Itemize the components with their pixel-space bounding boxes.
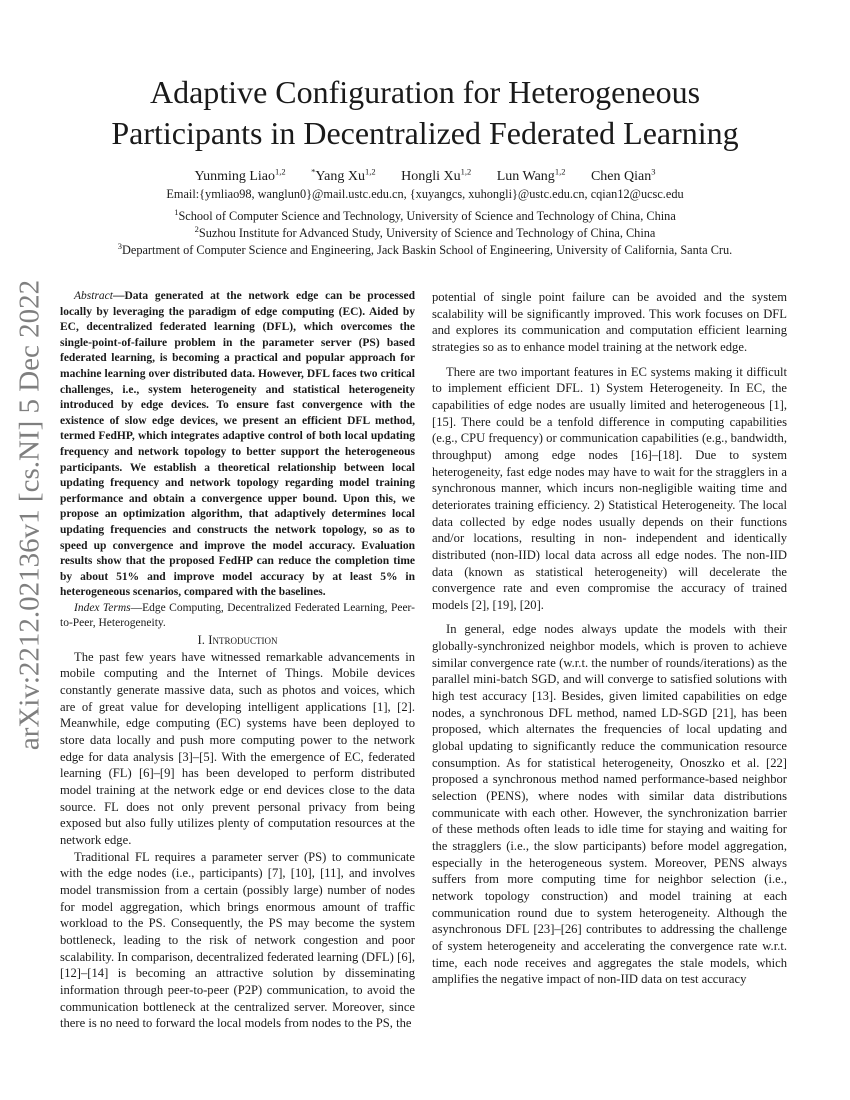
affiliation: $^3$Department of Computer Science and Engineering, Jack Baskin School of Engineering, University of California, Santa Cru. <box>117 241 733 258</box>
author: Hongli Xu$^{1,2}$ <box>401 166 472 184</box>
body-paragraph: potential of single point failure can be avoided and the system scalability will be significantly improved. This work focuses on DFL and explores its communication and computation efficient learning strategies so as to enhance model training at the network edge. <box>432 290 787 354</box>
section-heading: I. Introduction <box>197 633 278 648</box>
arxiv-stamp <box>2 280 58 750</box>
left-column <box>60 289 415 1032</box>
author: Chen Qian$^3$ <box>590 166 656 184</box>
title-line-1: Adaptive Configuration for Heterogeneous <box>149 74 701 110</box>
right-column <box>432 289 787 988</box>
affiliation: $^1$School of Computer Science and Technology, University of Science and Technology of China, China <box>174 207 676 224</box>
body-paragraph: In general, edge nodes always update the models with their globally-synchronized neighbor models, which is proven to achieve similar convergence rate (w.r.t. the number of rounds/iterations) as the parallel mini-batch SGD, and will converge to satisfied solutions with high test accuracy [13]. Besides, given limited capabilities on edge nodes, a synchronous DFL method, named LD-SGD [21], has been proposed, which alternates the frequencies of local updating and global updating to significantly reduce the communication resource consumption. As for statistical heterogeneity, Onoszko et al. [22] proposed a synchronous method named performance-based neighbor selection (PENS), where nodes with similar data distributions communicate with each other. However, the synchronization barrier of these methods often leads to idle time for staying and waiting for the stragglers (i.e., the slow participants) before model aggregation, especially in the heterogeneous system. Moreover, PENS always suffers from more computing time for neighbor selection (i.e., network topology construction) and model training at each communication round due to system heterogeneity. Although the asynchronous DFL [23]–[26] contributes to addressing the challenge of system heterogeneity and accelerating the convergence rate w.r.t. time, each node receives and aggregates the stale models, which amplifies the negative impact of non-IID data on test accuracy <box>432 622 787 987</box>
body-paragraph: The past few years have witnessed remarkable advancements in mobile computing and the Internet of Things. Mobile devices constantly generate massive data, such as photos and voices, which are of great value for developing intelligent applications [1], [2]. Meanwhile, edge computing (EC) systems have been deployed to store data locally and push more computing power to the network edge for data analysis [3]–[5]. With the emergence of EC, federated learning (FL) [6]–[9] has been developed to perform distributed model training at the network edge or end devices close to the data source. FL does not only prevent personal privacy from being exposed but also fully utilizes plenty of computation resources at the network edge. <box>60 649 415 847</box>
abstract: Abstract—Data generated at the network edge can be processed locally by leveraging the paradigm of edge computing (EC). Aided by EC, decentralized federated learning (DFL), which overcomes the single-point-of-failure problem in the parameter server (PS) based federated learning, is becoming a practical and popular approach for machine learning over distributed data. However, DFL faces two critical challenges, i.e., system heterogeneity and statistical heterogeneity introduced by edge devices. To ensure fast convergence with the existence of slow edge devices, we present an efficient DFL method, termed FedHP, which integrates adaptive control of both local updating frequency and network topology to better support the heterogeneous participants. We establish a theoretical relationship between local updating frequency and network topology regarding model training performance and obtain a convergence upper bound. Upon this, we propose an optimization algorithm, that adaptively determines local updating frequencies and constructs the network topology, so as to speed up convergence and improve the model accuracy. Evaluation results show that the proposed FedHP can reduce the completion time by about 51% and improve model accuracy by at least 5% in heterogeneous scenarios, compared with the baselines. <box>60 290 415 599</box>
affiliation: $^2$Suzhou Institute for Advanced Study, University of Science and Technology of China, China <box>194 224 656 241</box>
title-line-2: Participants in Decentralized Federated Learning <box>111 115 739 151</box>
body-paragraph: Traditional FL requires a parameter server (PS) to communicate with the edge nodes (i.e., participants) [7], [10], [11], and involves model transmission from a certain (possibly large) number of nodes for model aggregation, which brings enormous amount of traffic workload to the PS. Consequently, the PS may become the system bottleneck, leading to the risk of network congestion and poor scalability. In comparison, decentralized federated learning (DFL) [6], [12]–[14] is becoming an attractive solution by disseminating information through peer-to-peer (P2P) communication, to avoid the communication bottleneck at the centralized server. Moreover, since there is no need to forward the local models from nodes to the PS, the <box>60 849 415 1031</box>
body-paragraph: There are two important features in EC systems making it difficult to implement efficient DFL. 1) System Heterogeneity. In EC, the capabilities of edge nodes are usually limited and heterogeneous [1], [15]. There could be a tenfold difference in computing capabilities (e.g., CPU frequency) or communication capabilities (e.g., bandwidth, throughput) among edge nodes [16]–[18]. Due to system heterogeneity, fast edge nodes may have to wait for the stragglers in a synchronous manner, which incurs non-negligible waiting time and deteriorates training efficiency. 2) Statistical Heterogeneity. The local data collected by edge nodes usually depends on their functions and/or locations, resulting in non- independent and identically distributed (non-IID) local data across all edge nodes. The non-IID data (known as statistical heterogeneity) will decelerate the convergence rate and even compromise the accuracy of trained models [2], [19], [20]. <box>432 364 787 612</box>
author-list <box>60 166 790 185</box>
author: Lun Wang$^{1,2}$ <box>496 166 566 184</box>
author: *Yang Xu$^{1,2}$ <box>311 166 376 184</box>
author-email: Email:{ymliao98, wanglun0}@mail.ustc.edu.cn, {xuyangcs, xuhongli}@ustc.edu.cn, cqian12@ucsc.edu <box>166 187 684 201</box>
arxiv-stamp-text: arXiv:2212.02136v1 [cs.NI] 5 Dec 2022 <box>13 279 46 751</box>
paper-title <box>60 72 790 154</box>
author: Yunming Liao$^{1,2}$ <box>194 166 286 184</box>
index-terms: Index Terms—Edge Computing, Decentralized Federated Learning, Peer-to-Peer, Heterogeneity. <box>60 601 415 630</box>
